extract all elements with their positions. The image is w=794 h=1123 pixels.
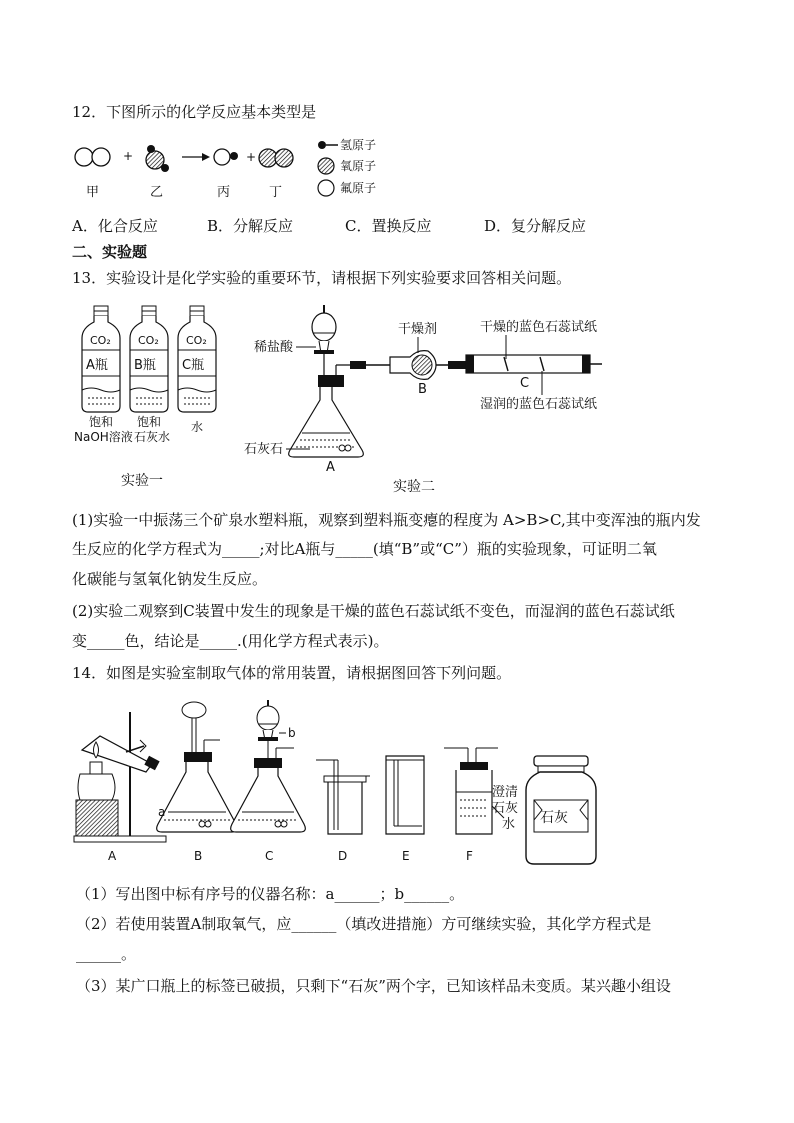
svg-text:C瓶: C瓶	[182, 358, 205, 373]
svg-text:饱和: 饱和	[137, 415, 162, 429]
letter-b: B	[194, 849, 203, 863]
oxygen-atom	[275, 149, 293, 167]
svg-text:石灰水: 石灰水	[134, 430, 171, 444]
oxygen-atom	[146, 151, 164, 169]
q13-part2-line1: (2)实验二观察到C装置中发生的现象是干燥的蓝色石蕊试纸不变色，而湿润的蓝色石蕊试纸	[72, 602, 675, 620]
legend-fluorine: 氟原子	[340, 181, 377, 195]
q12-option-c: C．置换反应	[345, 217, 432, 235]
letter-c: C	[520, 376, 530, 391]
hydrogen-atom	[161, 164, 169, 172]
reagent-jar	[526, 756, 596, 864]
caption-exp2: 实验二	[393, 479, 435, 495]
arrow-icon	[202, 153, 210, 161]
svg-text:NaOH溶液: NaOH溶液	[74, 430, 133, 444]
letter-e: E	[402, 849, 410, 863]
svg-text:CO₂: CO₂	[138, 334, 159, 347]
hydrogen-atom-legend	[318, 141, 326, 149]
svg-text:水: 水	[191, 420, 204, 434]
label-ding: 丁	[269, 185, 283, 200]
svg-text:A瓶: A瓶	[86, 358, 108, 373]
fluorine-atom	[92, 148, 110, 166]
bottle-a	[82, 306, 120, 412]
glass-tube-c	[466, 355, 602, 373]
experiment-one-diagram	[74, 302, 224, 492]
apparatus-c	[231, 700, 306, 832]
letter-a: A	[108, 849, 117, 863]
letter-a: A	[326, 460, 335, 475]
q12-option-b: B．分解反应	[207, 217, 294, 235]
jar-label: 石灰	[540, 810, 568, 826]
label-acid: 稀盐酸	[254, 340, 294, 355]
label-limewater-3: 水	[502, 817, 516, 832]
q14-sub2-line1: （2）若使用装置A制取氧气，应______（填改进措施）方可继续实验，其化学方程式是	[76, 915, 652, 933]
q12-option-a: A．化合反应	[72, 217, 158, 235]
label-b: b	[288, 726, 296, 740]
experiment-two-diagram	[240, 305, 620, 495]
svg-text:CO₂: CO₂	[186, 334, 207, 347]
bottle-c	[178, 306, 216, 412]
fluorine-atom-legend	[318, 180, 334, 196]
q13-part1-line1: (1)实验一中振荡三个矿泉水塑料瓶，观察到塑料瓶变瘪的程度为 A>B>C,其中变浑浊的瓶内发	[72, 511, 701, 529]
fluorine-atom	[214, 149, 230, 165]
erlenmeyer-flask-a	[289, 375, 364, 457]
label-a: a	[158, 805, 166, 819]
svg-text:B瓶: B瓶	[134, 358, 156, 373]
label-limewater-1: 澄清	[492, 785, 519, 800]
label-bing: 丙	[217, 185, 231, 200]
q12-stem: 12．下图所示的化学反应基本类型是	[72, 103, 317, 121]
hydrogen-atom	[230, 152, 238, 160]
letter-d: D	[338, 849, 348, 863]
apparatus-diagram	[72, 700, 622, 870]
letter-f: F	[466, 849, 473, 863]
apparatus-d	[316, 760, 370, 834]
q13-stem: 13．实验设计是化学实验的重要环节，请根据下列实验要求回答相关问题。	[72, 269, 572, 287]
q13-part1-line3: 化碳能与氢氧化钠发生反应。	[72, 570, 268, 588]
q14-sub2-line2: ______。	[76, 945, 137, 963]
apparatus-a	[74, 712, 166, 842]
label-wet-paper: 湿润的蓝色石蕊试纸	[480, 397, 598, 412]
fluorine-atom	[75, 148, 93, 166]
label-dry-paper: 干燥的蓝色石蕊试纸	[480, 320, 598, 335]
label-limewater-2: 石灰	[492, 801, 519, 816]
apparatus-e	[386, 756, 424, 834]
letter-c: C	[265, 849, 274, 863]
section-heading: 二、实验题	[72, 243, 148, 261]
q12-reaction-diagram	[70, 135, 400, 200]
legend-hydrogen: 氢原子	[340, 138, 377, 152]
oxygen-atom-legend	[318, 158, 334, 174]
q12-option-d: D．复分解反应	[484, 217, 587, 235]
label-limestone: 石灰石	[244, 442, 284, 457]
svg-text:CO₂: CO₂	[90, 334, 111, 347]
label-drier: 干燥剂	[398, 322, 438, 337]
letter-b: B	[418, 382, 427, 397]
q13-part2-line2: 变_____色，结论是_____.(用化学方程式表示)。	[72, 632, 389, 650]
drying-tube-b	[366, 351, 466, 380]
hydrogen-atom	[147, 145, 155, 153]
label-jia: 甲	[86, 185, 100, 200]
q14-sub1: （1）写出图中标有序号的仪器名称：a______；b______。	[76, 885, 465, 903]
svg-text:饱和: 饱和	[89, 415, 114, 429]
q14-sub3: （3）某广口瓶上的标签已破损，只剩下“石灰”两个字，已知该样品未变质。某兴趣小组设	[76, 977, 671, 995]
apparatus-b	[157, 702, 238, 832]
plus-sign: +	[123, 149, 134, 163]
legend-oxygen: 氧原子	[340, 159, 377, 173]
plus-sign: +	[246, 150, 257, 164]
q14-stem: 14．如图是实验室制取气体的常用装置，请根据图回答下列问题。	[72, 664, 512, 682]
caption-exp1: 实验一	[121, 473, 163, 489]
bottle-b	[130, 306, 168, 412]
q13-part1-line2: 生反应的化学方程式为_____;对比A瓶与_____(填“B”或“C”）瓶的实验现象，可证明二氧	[72, 540, 657, 558]
label-yi: 乙	[150, 185, 164, 200]
oxygen-atom	[259, 149, 277, 167]
